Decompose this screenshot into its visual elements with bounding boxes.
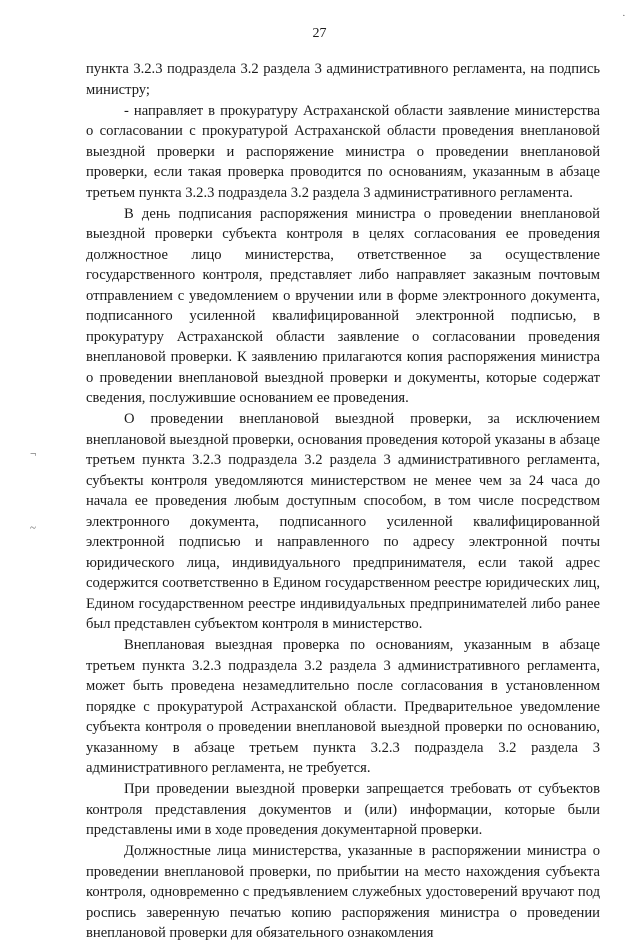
paragraph-continuation: пункта 3.2.3 подраздела 3.2 раздела 3 административного регламента, на подпись министру; xyxy=(86,61,600,98)
paragraph: В день подписания распоряжения министра о проведении внеплановой выездной проверки субъекта контроля в целях согласования ее проведения должностное лицо министерства, ответственное за осуществление государственного контроля, представляет либо направляет заказным почтовым отправлением с уведомлением о вручении или в форме электронного документа, подписанного усиленной квалифицированной электронной подписью, в прокуратуру Астраханской области заявление о согласовании проведения внеплановой проверки. К заявлению прилагаются копия распоряжения министра о проведении внеплановой выездной проверки и документы, которые содержат сведения, послужившие основанием ее проведения. xyxy=(86,205,600,406)
paragraph: При проведении выездной проверки запрещается требовать от субъектов контроля представления документов и (или) информации, которые были представлены ими в ходе проведения документарной проверки. xyxy=(86,781,600,838)
scan-mark: ¬ xyxy=(30,448,37,460)
page-number: 27 xyxy=(312,26,327,41)
scan-mark: · xyxy=(622,10,626,22)
paragraph: Должностные лица министерства, указанные в распоряжении министра о проведении внеплановой проверки, по прибытии на место нахождения субъекта контроля, одновременно с предъявлением служебных удостоверений вручают под роспись заверенную печатью копию распоряжения министра о проведении внеплановой проверки для обязательного ознакомления xyxy=(86,843,600,941)
paragraph: Внеплановая выездная проверка по основаниям, указанным в абзаце третьем пункта 3.2.3 подраздела 3.2 раздела 3 административного регламента, может быть проведена незамедлительно после согласования в установленном порядке с прокуратурой Астраханской области. Предварительное уведомление субъекта контроля о проведении внеплановой выездной проверки по основанию, указанному в абзаце третьем пункта 3.2.3 подраздела 3.2 раздела 3 административного регламента, не требуется. xyxy=(86,637,600,776)
paragraph: О проведении внеплановой выездной проверки, за исключением внеплановой выездной проверки, основания проведения которой указаны в абзаце третьем пункта 3.2.3 подраздела 3.2 раздела 3 административного регламента, субъекты контроля уведомляются министерством не менее чем за 24 часа до начала ее проведения любым доступным способом, в том числе посредством электронного документа, подписанного усиленной квалифицированной электронной подписью и направленного по адресу электронной почты юридического лица, индивидуального предпринимателя, если такой адрес содержится соответственно в Едином государственном реестре юридических лиц, Едином государственном реестре индивидуальных предпринимателей либо ранее был представлен субъектом контроля в министерство. xyxy=(86,411,600,632)
paragraph-list-item: - направляет в прокуратуру Астраханской области заявление министерства о согласовании с прокуратурой Астраханской области проведения внеплановой выездной проверки и распоряжение министра о проведении внеплановой проверки, если такая проверка проводится по основаниям, указанным в абзаце третьем пункта 3.2.3 подраздела 3.2 раздела 3 административного регламента. xyxy=(86,102,600,201)
document-body xyxy=(86,59,600,944)
scan-mark: ~ xyxy=(30,522,36,534)
